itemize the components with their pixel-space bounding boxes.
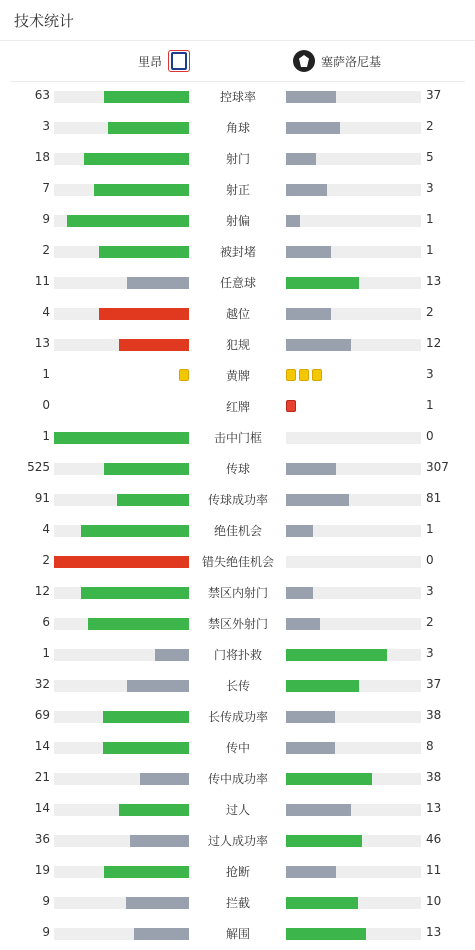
home-stat-value: 4	[42, 522, 50, 536]
stat-label: 拦截	[225, 896, 250, 910]
home-stat-bar-fill	[67, 215, 189, 227]
away-cards	[286, 369, 322, 383]
home-stat-value: 14	[34, 739, 50, 753]
stat-label: 射门	[225, 152, 250, 166]
home-stat-value: 1	[42, 429, 50, 443]
home-stat-bar	[54, 153, 189, 165]
home-stat-bar	[54, 897, 189, 909]
away-stat-value: 37	[426, 88, 442, 102]
stat-row	[0, 701, 475, 732]
stat-label: 门将扑救	[213, 648, 262, 662]
stat-row	[0, 81, 475, 112]
away-stat-bar	[286, 618, 421, 630]
home-stat-value: 2	[42, 553, 50, 567]
home-stat-value: 2	[42, 243, 50, 257]
away-stat-bar	[286, 649, 421, 661]
home-stat-bar-fill	[134, 928, 189, 940]
stat-row	[0, 670, 475, 701]
away-stat-value: 5	[426, 150, 434, 164]
stat-row	[0, 329, 475, 360]
away-stat-bar	[286, 928, 421, 940]
home-stat-bar	[54, 184, 189, 196]
home-stat-value: 18	[34, 150, 50, 164]
stat-row	[0, 825, 475, 856]
home-stat-bar-fill	[119, 804, 189, 816]
home-stat-value: 14	[34, 801, 50, 815]
away-team[interactable]	[293, 50, 381, 72]
away-stat-value: 1	[426, 398, 434, 412]
away-stat-bar-fill	[286, 773, 372, 785]
away-stat-bar	[286, 680, 421, 692]
away-stat-value: 3	[426, 646, 434, 660]
stat-label: 被封堵	[219, 245, 256, 259]
away-stat-bar-fill	[286, 153, 316, 165]
home-stat-value: 9	[42, 212, 50, 226]
home-stat-bar	[54, 773, 189, 785]
stat-label: 角球	[225, 121, 250, 135]
home-stat-bar-fill	[117, 494, 189, 506]
away-stat-bar	[286, 587, 421, 599]
away-stat-bar-fill	[286, 649, 387, 661]
stat-row	[0, 608, 475, 639]
stat-label: 绝佳机会	[213, 524, 262, 538]
stat-label: 传球成功率	[207, 493, 268, 507]
away-stat-value: 13	[426, 925, 442, 939]
home-stat-bar-fill	[104, 866, 189, 878]
away-stat-bar-fill	[286, 339, 351, 351]
stat-row	[0, 174, 475, 205]
home-stat-value: 1	[42, 367, 50, 381]
stat-label: 越位	[225, 307, 250, 321]
away-stat-bar-fill	[286, 277, 359, 289]
home-stat-bar-fill	[99, 308, 189, 320]
away-stat-bar	[286, 246, 421, 258]
stat-label: 犯规	[225, 338, 250, 352]
away-stat-value: 2	[426, 615, 434, 629]
home-stat-bar	[54, 928, 189, 940]
home-stat-bar-fill	[54, 556, 189, 568]
home-stat-bar	[54, 525, 189, 537]
away-stat-bar-fill	[286, 308, 331, 320]
away-stat-bar	[286, 897, 421, 909]
away-stat-bar	[286, 432, 421, 444]
home-stat-bar-fill	[127, 680, 189, 692]
stat-label: 射偏	[225, 214, 250, 228]
away-stat-value: 2	[426, 119, 434, 133]
home-stat-value: 4	[42, 305, 50, 319]
home-team[interactable]	[138, 50, 190, 72]
home-stat-bar	[54, 835, 189, 847]
home-stat-value: 63	[34, 88, 50, 102]
away-stat-bar-fill	[286, 246, 331, 258]
away-stat-bar-fill	[286, 215, 300, 227]
stat-row	[0, 236, 475, 267]
stat-label: 任意球	[219, 276, 256, 290]
stat-row	[0, 298, 475, 329]
home-stat-bar	[54, 91, 189, 103]
away-stat-bar-fill	[286, 618, 320, 630]
home-stat-value: 32	[34, 677, 50, 691]
home-stat-bar	[54, 122, 189, 134]
home-stat-value: 3	[42, 119, 50, 133]
home-stat-value: 19	[34, 863, 50, 877]
stat-row	[0, 391, 475, 422]
home-stat-bar-fill	[84, 153, 189, 165]
away-stat-bar-fill	[286, 184, 327, 196]
home-stat-bar-fill	[130, 835, 189, 847]
stat-row	[0, 887, 475, 918]
away-stat-value: 13	[426, 801, 442, 815]
home-stat-value: 12	[34, 584, 50, 598]
stat-row	[0, 856, 475, 887]
away-stat-value: 1	[426, 212, 434, 226]
away-cards	[286, 400, 296, 414]
away-stat-bar	[286, 711, 421, 723]
home-stat-value: 69	[34, 708, 50, 722]
home-stat-bar-fill	[81, 587, 189, 599]
stat-row	[0, 112, 475, 143]
home-stat-bar	[54, 339, 189, 351]
away-stat-value: 1	[426, 243, 434, 257]
home-stat-bar	[54, 866, 189, 878]
away-stat-value: 11	[426, 863, 442, 877]
away-stat-bar	[286, 773, 421, 785]
away-stat-bar	[286, 91, 421, 103]
away-stat-bar-fill	[286, 587, 313, 599]
stat-row	[0, 484, 475, 515]
home-stat-bar-fill	[99, 246, 189, 258]
away-stat-bar	[286, 866, 421, 878]
home-stat-value: 36	[34, 832, 50, 846]
home-team-name: 里昂	[138, 54, 163, 69]
stat-label: 过人成功率	[207, 834, 268, 848]
page-title: 技术统计	[14, 12, 75, 30]
away-stat-value: 1	[426, 522, 434, 536]
yellow-card-icon	[286, 369, 296, 381]
away-team-name: 塞萨洛尼基	[321, 54, 382, 69]
away-stat-bar	[286, 153, 421, 165]
yellow-card-icon	[179, 369, 189, 381]
home-stat-bar	[54, 804, 189, 816]
home-stat-value: 11	[34, 274, 50, 288]
home-stat-value: 91	[34, 491, 50, 505]
away-stat-bar-fill	[286, 897, 358, 909]
home-stat-bar-fill	[103, 711, 189, 723]
away-stat-bar-fill	[286, 525, 313, 537]
away-stat-value: 0	[426, 553, 434, 567]
home-stat-bar	[54, 618, 189, 630]
stat-label: 抢断	[225, 865, 250, 879]
home-stat-value: 525	[27, 460, 50, 474]
stat-row	[0, 546, 475, 577]
paok-crest-icon	[293, 50, 315, 72]
stat-row	[0, 577, 475, 608]
away-stat-bar-fill	[286, 91, 336, 103]
away-stat-value: 3	[426, 584, 434, 598]
home-stat-bar	[54, 742, 189, 754]
home-stat-value: 9	[42, 894, 50, 908]
away-stat-value: 13	[426, 274, 442, 288]
away-stat-bar-fill	[286, 866, 336, 878]
home-stat-value: 0	[42, 398, 50, 412]
home-stat-bar-fill	[103, 742, 189, 754]
stat-label: 传球	[225, 462, 250, 476]
home-stat-bar-fill	[104, 91, 189, 103]
away-stat-bar	[286, 308, 421, 320]
away-stat-bar	[286, 556, 421, 568]
home-stat-bar-fill	[119, 339, 189, 351]
yellow-card-icon	[299, 369, 309, 381]
away-stat-value: 8	[426, 739, 434, 753]
away-stat-bar-fill	[286, 711, 335, 723]
away-stat-bar	[286, 184, 421, 196]
away-stat-bar-fill	[286, 494, 349, 506]
home-stat-bar-fill	[104, 463, 189, 475]
away-stat-bar-fill	[286, 463, 336, 475]
stat-label: 击中门框	[213, 431, 262, 445]
away-stat-value: 3	[426, 367, 434, 381]
away-stat-bar	[286, 463, 421, 475]
away-stat-bar-fill	[286, 804, 351, 816]
away-stat-bar	[286, 122, 421, 134]
home-stat-bar-fill	[126, 897, 189, 909]
home-stat-bar	[54, 463, 189, 475]
home-stat-bar	[54, 494, 189, 506]
home-stat-bar	[54, 587, 189, 599]
home-stat-bar-fill	[108, 122, 189, 134]
away-stat-bar	[286, 494, 421, 506]
stat-label: 禁区内射门	[207, 586, 268, 600]
stat-label: 传中成功率	[207, 772, 268, 786]
home-stat-bar	[54, 556, 189, 568]
red-card-icon	[286, 400, 296, 412]
stat-row	[0, 639, 475, 670]
stat-label: 长传成功率	[207, 710, 268, 724]
away-stat-bar-fill	[286, 928, 366, 940]
away-stat-value: 3	[426, 181, 434, 195]
home-stat-bar-fill	[94, 184, 189, 196]
away-stat-value: 12	[426, 336, 442, 350]
stat-row	[0, 515, 475, 546]
away-stat-value: 10	[426, 894, 442, 908]
away-stat-bar	[286, 835, 421, 847]
home-stat-bar	[54, 711, 189, 723]
away-stat-bar	[286, 525, 421, 537]
away-stat-bar	[286, 804, 421, 816]
stat-label: 禁区外射门	[207, 617, 268, 631]
header-divider	[0, 40, 475, 41]
stat-label: 传中	[225, 741, 250, 755]
home-stat-bar	[54, 432, 189, 444]
home-stat-bar	[54, 308, 189, 320]
away-stat-bar	[286, 339, 421, 351]
home-stat-bar-fill	[140, 773, 189, 785]
lyon-crest-icon	[168, 50, 190, 72]
home-stat-bar-fill	[54, 432, 189, 444]
stat-row	[0, 360, 475, 391]
stat-label: 红牌	[225, 400, 250, 414]
stat-row	[0, 732, 475, 763]
away-stat-value: 0	[426, 429, 434, 443]
away-stat-bar-fill	[286, 122, 340, 134]
home-stat-bar-fill	[88, 618, 189, 630]
stat-label: 射正	[225, 183, 250, 197]
away-stat-value: 2	[426, 305, 434, 319]
stat-row	[0, 763, 475, 794]
away-stat-value: 37	[426, 677, 442, 691]
stat-label: 控球率	[219, 90, 256, 104]
away-stat-bar-fill	[286, 835, 362, 847]
home-stat-value: 21	[34, 770, 50, 784]
away-stat-value: 307	[426, 460, 449, 474]
away-stat-value: 38	[426, 770, 442, 784]
home-stat-value: 9	[42, 925, 50, 939]
away-stat-value: 81	[426, 491, 442, 505]
home-cards	[179, 369, 189, 383]
home-stat-bar-fill	[155, 649, 189, 661]
away-stat-bar-fill	[286, 680, 359, 692]
home-stat-bar	[54, 649, 189, 661]
away-stat-value: 46	[426, 832, 442, 846]
home-stat-bar	[54, 680, 189, 692]
stat-row	[0, 918, 475, 949]
stat-row	[0, 453, 475, 484]
home-stat-bar	[54, 246, 189, 258]
stat-row	[0, 794, 475, 825]
stat-label: 过人	[225, 803, 250, 817]
home-stat-value: 13	[34, 336, 50, 350]
away-stat-bar	[286, 215, 421, 227]
stat-row	[0, 205, 475, 236]
stat-row	[0, 422, 475, 453]
home-stat-bar	[54, 277, 189, 289]
stat-label: 错失绝佳机会	[201, 555, 274, 569]
home-stat-value: 1	[42, 646, 50, 660]
stat-row	[0, 267, 475, 298]
away-stat-bar	[286, 277, 421, 289]
stat-label: 长传	[225, 679, 250, 693]
home-stat-bar-fill	[81, 525, 189, 537]
away-stat-bar-fill	[286, 742, 335, 754]
home-stat-bar-fill	[127, 277, 189, 289]
home-stat-value: 7	[42, 181, 50, 195]
away-stat-bar	[286, 742, 421, 754]
stat-label: 解围	[225, 927, 250, 941]
stat-row	[0, 143, 475, 174]
stat-label: 黄牌	[225, 369, 250, 383]
home-stat-value: 6	[42, 615, 50, 629]
home-stat-bar	[54, 215, 189, 227]
yellow-card-icon	[312, 369, 322, 381]
away-stat-value: 38	[426, 708, 442, 722]
